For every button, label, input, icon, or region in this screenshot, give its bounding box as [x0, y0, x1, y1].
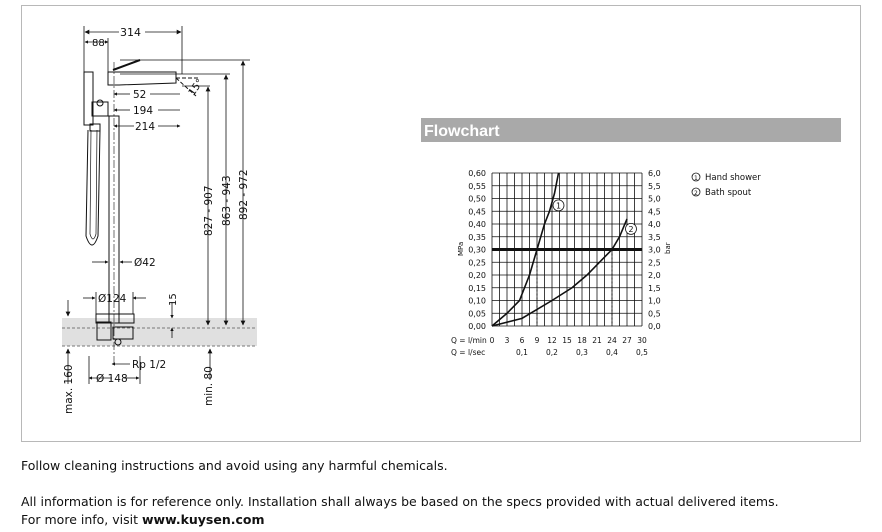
right-tick-label: 2,5 [648, 258, 661, 268]
legend-marker-2-text: 2 [694, 190, 698, 197]
dim-max160: max. 160 [63, 364, 75, 414]
x-row1-tick-label: 3 [504, 336, 510, 345]
x-row1-tick-label: 6 [519, 336, 525, 345]
x-row1-tick-label: 18 [577, 336, 587, 345]
footer-more-info-prefix: For more info, visit [21, 512, 142, 527]
left-tick-label: 0,25 [468, 258, 486, 268]
dim-rp: Rp 1/2 [132, 359, 167, 371]
right-tick-label: 6,0 [648, 169, 661, 178]
right-tick-label: 3,0 [648, 245, 661, 255]
left-tick-label: 0,05 [468, 309, 486, 319]
right-tick-label: 1,5 [648, 283, 661, 293]
dim-194: 194 [133, 105, 154, 117]
footer-disclaimer: All information is for reference only. Installation shall always be based on the specs provided with actual delivered items. [21, 494, 779, 509]
left-tick-label: 0,20 [468, 271, 486, 280]
dim-diam42: Ø42 [134, 257, 156, 269]
footer-care-note: Follow cleaning instructions and avoid using any harmful chemicals. [21, 458, 448, 473]
hand-shower-holder [84, 72, 93, 125]
dim-827-907: 827 - 907 [203, 185, 215, 236]
dim-diam148: Ø 148 [96, 373, 128, 385]
x-row2-tick-label: 0,5 [636, 348, 648, 357]
left-tick-label: 0,60 [468, 169, 486, 178]
right-tick-label: 4,0 [648, 220, 661, 229]
legend-label-1: Hand shower [705, 173, 761, 183]
right-tick-label: 5,5 [648, 181, 661, 191]
dim-15: 15 [168, 293, 179, 306]
series-marker-label-2: 2 [628, 224, 634, 234]
flowchart-title: Flowchart [424, 123, 500, 140]
x-row1-tick-label: 15 [562, 336, 572, 345]
left-tick-label: 0,55 [468, 181, 486, 191]
right-axis-unit: bar [664, 242, 672, 254]
x-row1-tick-label: 30 [637, 336, 647, 345]
right-tick-label: 0,0 [648, 322, 661, 331]
dim-15deg: 15° [186, 77, 207, 99]
x-row2-tick-label: 0,2 [546, 348, 558, 357]
left-tick-label: 0,15 [468, 283, 486, 293]
left-tick-label: 0,10 [468, 296, 486, 306]
x-row1-tick-label: 0 [489, 336, 495, 345]
dim-892-972: 892 - 972 [238, 169, 250, 220]
left-tick-label: 0,45 [468, 207, 486, 217]
shower-hose [86, 130, 100, 245]
right-tick-label: 1,0 [648, 296, 661, 306]
x-row2-label: Q = l/sec [451, 348, 486, 357]
legend-marker-1-text: 1 [694, 175, 698, 182]
left-tick-label: 0,00 [468, 322, 486, 331]
dim-314: 314 [120, 26, 141, 39]
dim-min80: min. 80 [203, 366, 215, 406]
right-tick-label: 4,5 [648, 207, 661, 217]
x-row1-tick-label: 27 [622, 336, 632, 345]
dim-88: 88 [92, 38, 105, 49]
dimension-labels [63, 26, 250, 414]
left-tick-label: 0,50 [468, 194, 486, 204]
floor-hatch [62, 318, 257, 346]
x-row1-tick-label: 24 [607, 336, 617, 345]
series-marker-label-1: 1 [555, 201, 562, 211]
flowchart-legend [692, 173, 761, 198]
right-tick-label: 0,5 [648, 309, 661, 319]
dim-diam124: Ø124 [98, 293, 127, 305]
left-tick-label: 0,40 [468, 220, 486, 229]
left-tick-label: 0,30 [468, 245, 486, 255]
right-tick-label: 3,5 [648, 232, 661, 242]
website-link[interactable]: www.kuysen.com [141, 512, 265, 527]
dim-214: 214 [135, 121, 156, 133]
x-row2-tick-label: 0,4 [606, 348, 618, 357]
dim-863-943: 863 - 943 [221, 175, 233, 226]
x-row2-tick-label: 0,3 [576, 348, 588, 357]
left-axis-unit: MPa [457, 241, 465, 256]
footer-more-info [21, 512, 265, 527]
x-row2-tick-label: 0,1 [516, 348, 528, 357]
x-row1-tick-label: 21 [592, 336, 602, 345]
legend-label-2: Bath spout [705, 188, 752, 198]
x-row1-tick-label: 9 [534, 336, 540, 345]
right-tick-label: 2,0 [648, 271, 661, 280]
dim-52: 52 [133, 89, 147, 101]
x-row1-label: Q = l/min [451, 336, 487, 345]
x-row1-tick-label: 12 [547, 336, 557, 345]
flowchart-tick-labels [468, 169, 661, 357]
right-tick-label: 5,0 [648, 194, 661, 204]
left-tick-label: 0,35 [468, 232, 486, 242]
